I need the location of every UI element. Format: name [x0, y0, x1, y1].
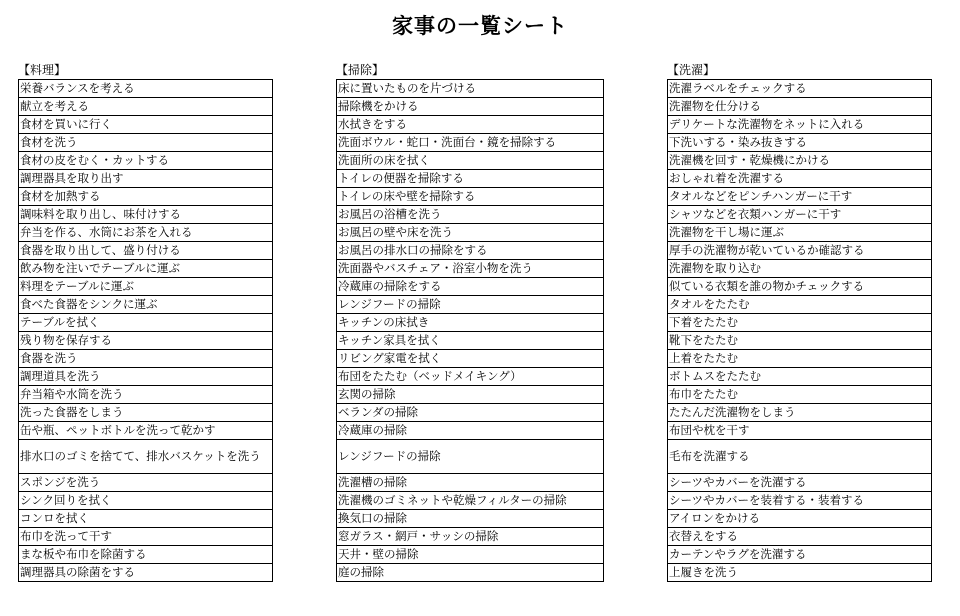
chore-cell: お風呂の浴槽を洗う — [337, 206, 604, 224]
chore-cell: 食材の皮をむく・カットする — [19, 152, 273, 170]
chore-cell: シンク回りを拭く — [19, 492, 273, 510]
table-row — [668, 80, 932, 98]
table-row — [337, 314, 604, 332]
chore-cell: 調理器具の除菌をする — [19, 564, 273, 582]
table-row — [19, 260, 273, 278]
table-row — [337, 296, 604, 314]
chore-cell: トイレの床や壁を掃除する — [337, 188, 604, 206]
chore-cell: 食器を洗う — [19, 350, 273, 368]
table-row — [668, 170, 932, 188]
table-row — [337, 510, 604, 528]
table-row — [668, 404, 932, 422]
table-row — [337, 80, 604, 98]
chore-cell: お風呂の排水口の掃除をする — [337, 242, 604, 260]
table-row — [668, 422, 932, 440]
chore-cell: 食材を加熱する — [19, 188, 273, 206]
table-row — [668, 278, 932, 296]
table-row — [337, 492, 604, 510]
table-row — [668, 260, 932, 278]
table-row — [337, 404, 604, 422]
chore-cell: 天井・壁の掃除 — [337, 546, 604, 564]
table-row — [337, 224, 604, 242]
chore-cell: まな板や布巾を除菌する — [19, 546, 273, 564]
chore-cell: 食材を洗う — [19, 134, 273, 152]
table-row — [668, 368, 932, 386]
chore-cell: コンロを拭く — [19, 510, 273, 528]
table-row — [337, 474, 604, 492]
chore-cell: アイロンをかける — [668, 510, 932, 528]
table-row — [19, 474, 273, 492]
chore-cell: 調味料を取り出し、味付けする — [19, 206, 273, 224]
column-header: 【掃除】 — [336, 63, 385, 77]
chore-cell: レンジフードの掃除 — [337, 440, 604, 474]
chore-cell: たたんだ洗濯物をしまう — [668, 404, 932, 422]
chore-cell: 布巾をたたむ — [668, 386, 932, 404]
chore-cell: 布団をたたむ（ベッドメイキング） — [337, 368, 604, 386]
chore-cell: 衣替えをする — [668, 528, 932, 546]
table-row — [337, 152, 604, 170]
chore-cell: リビング家電を拭く — [337, 350, 604, 368]
table-row — [19, 510, 273, 528]
table-row — [337, 564, 604, 582]
chore-cell: 洗った食器をしまう — [19, 404, 273, 422]
table-row — [19, 134, 273, 152]
column-cooking — [18, 62, 273, 582]
chore-cell: 窓ガラス・網戸・サッシの掃除 — [337, 528, 604, 546]
table-row — [668, 528, 932, 546]
chore-table — [336, 79, 604, 582]
chore-cell: シーツやカバーを装着する・装着する — [668, 492, 932, 510]
chore-cell: 排水口のゴミを捨てて、排水バスケットを洗う — [19, 440, 273, 474]
table-row — [668, 134, 932, 152]
chore-cell: キッチンの床拭き — [337, 314, 604, 332]
chore-cell: 水拭きをする — [337, 116, 604, 134]
table-row — [337, 188, 604, 206]
chore-cell: 調理道具を洗う — [19, 368, 273, 386]
chore-cell: トイレの便器を掃除する — [337, 170, 604, 188]
page-title: 家事の一覧シート — [392, 14, 568, 38]
table-row — [19, 116, 273, 134]
chore-cell: キッチン家具を拭く — [337, 332, 604, 350]
chore-cell: 掃除機をかける — [337, 98, 604, 116]
table-row — [668, 152, 932, 170]
table-row — [337, 546, 604, 564]
chore-cell: 洗面器やバスチェア・浴室小物を洗う — [337, 260, 604, 278]
chore-cell: 料理をテーブルに運ぶ — [19, 278, 273, 296]
table-row — [19, 350, 273, 368]
table-row — [19, 314, 273, 332]
table-row — [668, 224, 932, 242]
column-cleaning — [336, 62, 604, 582]
chore-cell: ベランダの掃除 — [337, 404, 604, 422]
chore-cell: 庭の掃除 — [337, 564, 604, 582]
table-row — [668, 492, 932, 510]
table-row — [19, 80, 273, 98]
column-header: 【洗濯】 — [667, 63, 716, 77]
chore-cell: 厚手の洗濯物が乾いているか確認する — [668, 242, 932, 260]
chore-cell: シーツやカバーを洗濯する — [668, 474, 932, 492]
table-row — [19, 98, 273, 116]
chore-table — [18, 79, 273, 582]
table-row — [19, 242, 273, 260]
table-row — [668, 116, 932, 134]
chore-cell: 下洗いする・染み抜きする — [668, 134, 932, 152]
chore-cell: ボトムスをたたむ — [668, 368, 932, 386]
chore-cell: 洗濯物を干し場に運ぶ — [668, 224, 932, 242]
chore-cell: 冷蔵庫の掃除 — [337, 422, 604, 440]
chore-cell: 食器を取り出して、盛り付ける — [19, 242, 273, 260]
chore-cell: 洗濯槽の掃除 — [337, 474, 604, 492]
chore-cell: 洗面ボウル・蛇口・洗面台・鏡を掃除する — [337, 134, 604, 152]
table-row — [337, 386, 604, 404]
chore-table — [667, 79, 932, 582]
chore-cell: 栄養バランスを考える — [19, 80, 273, 98]
table-row — [337, 116, 604, 134]
chore-cell: 靴下をたたむ — [668, 332, 932, 350]
chore-cell: 床に置いたものを片づける — [337, 80, 604, 98]
table-row — [668, 98, 932, 116]
table-row — [19, 296, 273, 314]
table-row — [668, 332, 932, 350]
chore-cell: 上着をたたむ — [668, 350, 932, 368]
chore-cell: 食べた食器をシンクに運ぶ — [19, 296, 273, 314]
chore-cell: 洗濯ラベルをチェックする — [668, 80, 932, 98]
table-row — [19, 564, 273, 582]
table-row — [668, 188, 932, 206]
table-row — [337, 278, 604, 296]
chore-cell: おしゃれ着を洗濯する — [668, 170, 932, 188]
chore-cell: 玄関の掃除 — [337, 386, 604, 404]
chore-cell: タオルをたたむ — [668, 296, 932, 314]
table-row — [337, 440, 604, 474]
chore-cell: 上履きを洗う — [668, 564, 932, 582]
table-row — [668, 350, 932, 368]
table-row — [337, 98, 604, 116]
table-row — [19, 170, 273, 188]
chore-cell: 洗濯機のゴミネットや乾燥フィルターの掃除 — [337, 492, 604, 510]
chore-cell: 布巾を洗って干す — [19, 528, 273, 546]
table-row — [668, 314, 932, 332]
table-row — [337, 242, 604, 260]
table-row — [337, 134, 604, 152]
table-row — [337, 350, 604, 368]
chore-cell: デリケートな洗濯物をネットに入れる — [668, 116, 932, 134]
table-row — [337, 260, 604, 278]
chore-cell: 献立を考える — [19, 98, 273, 116]
chore-cell: 飲み物を注いでテーブルに運ぶ — [19, 260, 273, 278]
table-row — [668, 242, 932, 260]
table-row — [668, 386, 932, 404]
table-row — [19, 224, 273, 242]
chore-cell: 弁当箱や水筒を洗う — [19, 386, 273, 404]
chore-cell: スポンジを洗う — [19, 474, 273, 492]
table-row — [668, 206, 932, 224]
table-row — [337, 368, 604, 386]
table-row — [668, 546, 932, 564]
table-row — [19, 152, 273, 170]
column-laundry — [667, 62, 932, 582]
chore-cell: 洗面所の床を拭く — [337, 152, 604, 170]
table-row — [668, 440, 932, 474]
chore-cell: テーブルを拭く — [19, 314, 273, 332]
table-row — [19, 206, 273, 224]
chore-cell: 残り物を保存する — [19, 332, 273, 350]
table-row — [19, 368, 273, 386]
chore-cell: 洗濯機を回す・乾燥機にかける — [668, 152, 932, 170]
table-row — [19, 492, 273, 510]
chore-cell: 布団や枕を干す — [668, 422, 932, 440]
chore-cell: 換気口の掃除 — [337, 510, 604, 528]
chore-cell: タオルなどをピンチハンガーに干す — [668, 188, 932, 206]
chore-cell: カーテンやラグを洗濯する — [668, 546, 932, 564]
chore-cell: 洗濯物を取り込む — [668, 260, 932, 278]
table-row — [337, 422, 604, 440]
chore-cell: シャツなどを衣類ハンガーに干す — [668, 206, 932, 224]
table-row — [19, 386, 273, 404]
table-row — [19, 404, 273, 422]
table-row — [19, 528, 273, 546]
table-row — [337, 528, 604, 546]
table-row — [668, 474, 932, 492]
chore-cell: 冷蔵庫の掃除をする — [337, 278, 604, 296]
table-row — [337, 170, 604, 188]
table-row — [19, 188, 273, 206]
table-row — [19, 546, 273, 564]
chore-cell: 下着をたたむ — [668, 314, 932, 332]
chore-cell: 弁当を作る、水筒にお茶を入れる — [19, 224, 273, 242]
table-row — [19, 332, 273, 350]
table-row — [668, 296, 932, 314]
table-row — [668, 510, 932, 528]
table-row — [19, 422, 273, 440]
table-row — [19, 440, 273, 474]
chore-cell: 似ている衣類を誰の物かチェックする — [668, 278, 932, 296]
chore-cell: 食材を買いに行く — [19, 116, 273, 134]
chore-cell: 缶や瓶、ペットボトルを洗って乾かす — [19, 422, 273, 440]
chore-cell: 毛布を洗濯する — [668, 440, 932, 474]
table-row — [19, 278, 273, 296]
chore-cell: 調理器具を取り出す — [19, 170, 273, 188]
chore-cell: お風呂の壁や床を洗う — [337, 224, 604, 242]
table-row — [337, 206, 604, 224]
table-row — [337, 332, 604, 350]
chore-cell: 洗濯物を仕分ける — [668, 98, 932, 116]
chore-cell: レンジフードの掃除 — [337, 296, 604, 314]
column-header: 【料理】 — [18, 63, 67, 77]
table-row — [668, 564, 932, 582]
